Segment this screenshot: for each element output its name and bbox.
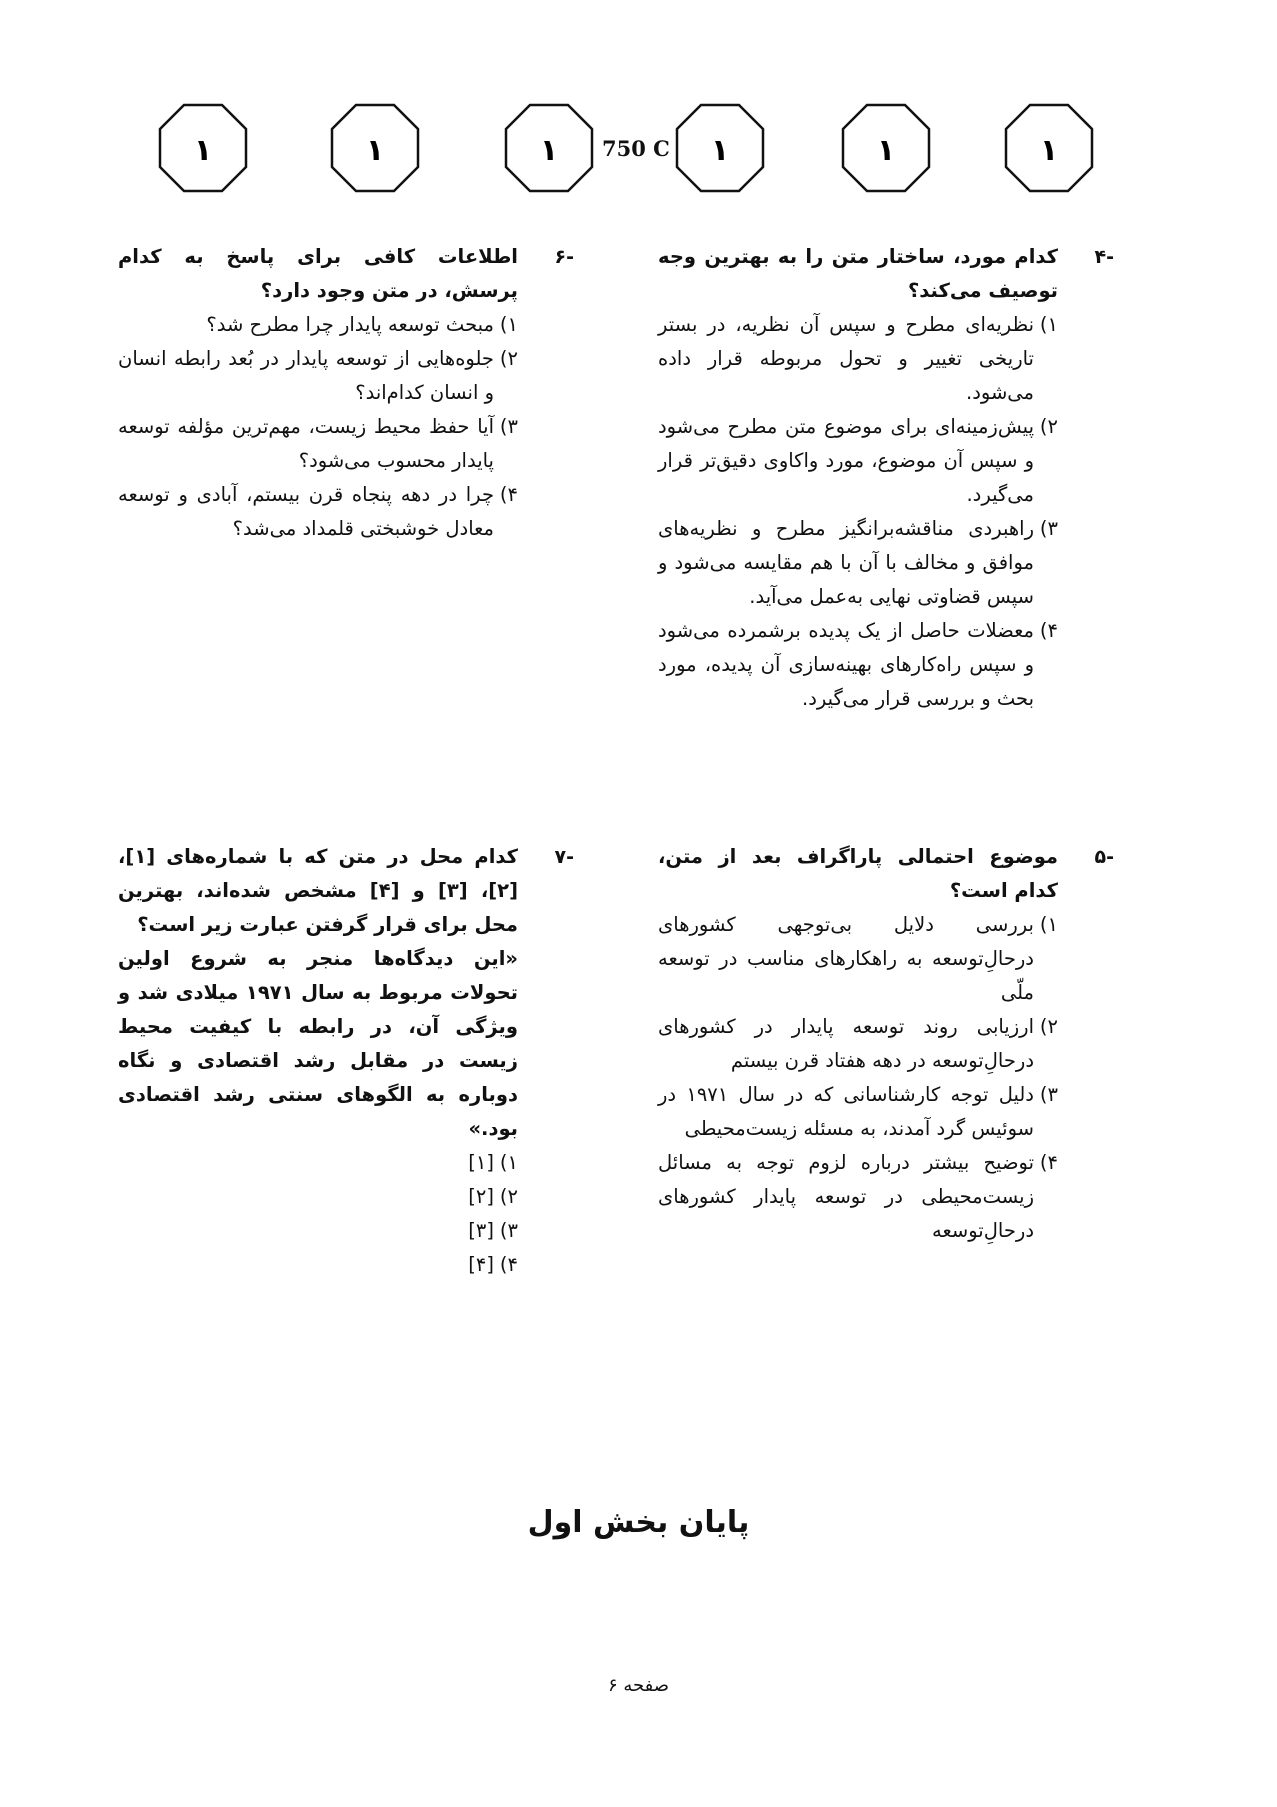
- answer-option[interactable]: ۳) [۳]: [468, 1219, 518, 1242]
- answer-option[interactable]: ۱) نظریه‌ای مطرح و سپس آن نظریه، در بستر تاریخی تغییر و تحول مربوطه قرار داده می‌شود.: [658, 313, 1058, 404]
- answer-option[interactable]: ۳) دلیل توجه کارشناسانی که در سال ۱۹۷۱ در سوئیس گرد آمدند، به مسئله زیست‌محیطی: [658, 1083, 1058, 1140]
- answer-option[interactable]: ۲) پیش‌زمینه‌ای برای موضوع متن مطرح می‌شود و سپس آن موضوع، مورد واکاوی دقیق‌تر قرار می‌گیرد.: [658, 415, 1058, 506]
- answer-option[interactable]: ۲) جلوه‌هایی از توسعه پایدار در بُعد رابطه انسان و انسان کدام‌اند؟: [118, 347, 518, 404]
- octagon-badge: [329, 102, 421, 194]
- svg-text:۱: ۱: [876, 133, 896, 168]
- question-stem: کدام مورد، ساختار متن را به بهترین وجه توصیف می‌کند؟: [658, 245, 1058, 302]
- answer-option[interactable]: ۱) بررسی دلایل بی‌توجهی کشورهای درحالِ‌توسعه به راهکارهای مناسب در توسعه ملّی: [658, 913, 1058, 1004]
- octagon-badge: [840, 102, 932, 194]
- answer-option[interactable]: ۱) مبحث توسعه پایدار چرا مطرح شد؟: [206, 313, 518, 336]
- question-stem: کدام محل در متن که با شماره‌های [۱]، [۲]، [۳] و [۴] مشخص شده‌اند، بهترین محل برای قرار گرفتن عبارت زیر است؟: [118, 845, 518, 936]
- quoted-sentence: «این دیدگاه‌ها منجر به شروع اولین تحولات مربوط به سال ۱۹۷۱ میلادی شد و ویژگی آن، در رابطه با کیفیت محیط زیست در مقابل رشد اقتصادی و نگاه دوباره به الگوهای سنتی رشد اقتصادی بود.»: [118, 947, 518, 1140]
- octagon-badge: [503, 102, 595, 194]
- answer-option[interactable]: ۲) [۲]: [468, 1185, 518, 1208]
- svg-text:۱: ۱: [539, 133, 559, 168]
- answer-option[interactable]: ۱) [۱]: [468, 1151, 518, 1174]
- question-stem: موضوع احتمالی پاراگراف بعد از متن، کدام است؟: [658, 845, 1058, 902]
- octagon-badge: [1003, 102, 1095, 194]
- svg-text:۱: ۱: [710, 133, 730, 168]
- booklet-code: 750 C: [602, 136, 670, 161]
- question-number: -۵: [1094, 846, 1114, 868]
- answer-option[interactable]: ۴) توضیح بیشتر درباره لزوم توجه به مسائل زیست‌محیطی در توسعه پایدار کشورهای درحالِ‌توسعه: [658, 1151, 1058, 1242]
- answer-option[interactable]: ۳) راهبردی مناقشه‌برانگیز مطرح و نظریه‌های موافق و مخالف با آن با هم مقایسه می‌شود و سپس قضاوتی نهایی به‌عمل می‌آید.: [658, 517, 1058, 608]
- question-5: [658, 840, 1114, 1248]
- svg-text:۱: ۱: [1039, 133, 1059, 168]
- octagon-badge: [157, 102, 249, 194]
- page-number: صفحه ۶: [607, 1675, 670, 1696]
- question-4: [658, 240, 1114, 716]
- octagon-badge: [674, 102, 766, 194]
- question-7: [118, 840, 574, 1282]
- question-number: -۴: [1094, 246, 1114, 268]
- question-6: [118, 240, 574, 546]
- answer-option[interactable]: ۳) آیا حفظ محیط زیست، مهم‌ترین مؤلفه توسعه پایدار محسوب می‌شود؟: [118, 415, 518, 472]
- section-end-title: پایان بخش اول: [527, 1505, 750, 1540]
- question-number: -۷: [554, 846, 574, 868]
- svg-text:۱: ۱: [193, 133, 213, 168]
- svg-text:۱: ۱: [365, 133, 385, 168]
- answer-option[interactable]: ۲) ارزیابی روند توسعه پایدار در کشورهای درحالِ‌توسعه در دهه هفتاد قرن بیستم: [658, 1015, 1058, 1072]
- question-number: -۶: [554, 246, 574, 268]
- answer-option[interactable]: ۴) [۴]: [468, 1253, 518, 1276]
- page-header: [0, 102, 1277, 197]
- question-stem: اطلاعات کافی برای پاسخ به کدام پرسش، در متن وجود دارد؟: [118, 245, 518, 302]
- answer-option[interactable]: ۴) چرا در دهه پنجاه قرن بیستم، آبادی و توسعه معادل خوشبختی قلمداد می‌شد؟: [118, 483, 518, 540]
- answer-option[interactable]: ۴) معضلات حاصل از یک پدیده برشمرده می‌شود و سپس راه‌کارهای بهینه‌سازی آن پدیده، مورد بحث و بررسی قرار می‌گیرد.: [658, 619, 1058, 710]
